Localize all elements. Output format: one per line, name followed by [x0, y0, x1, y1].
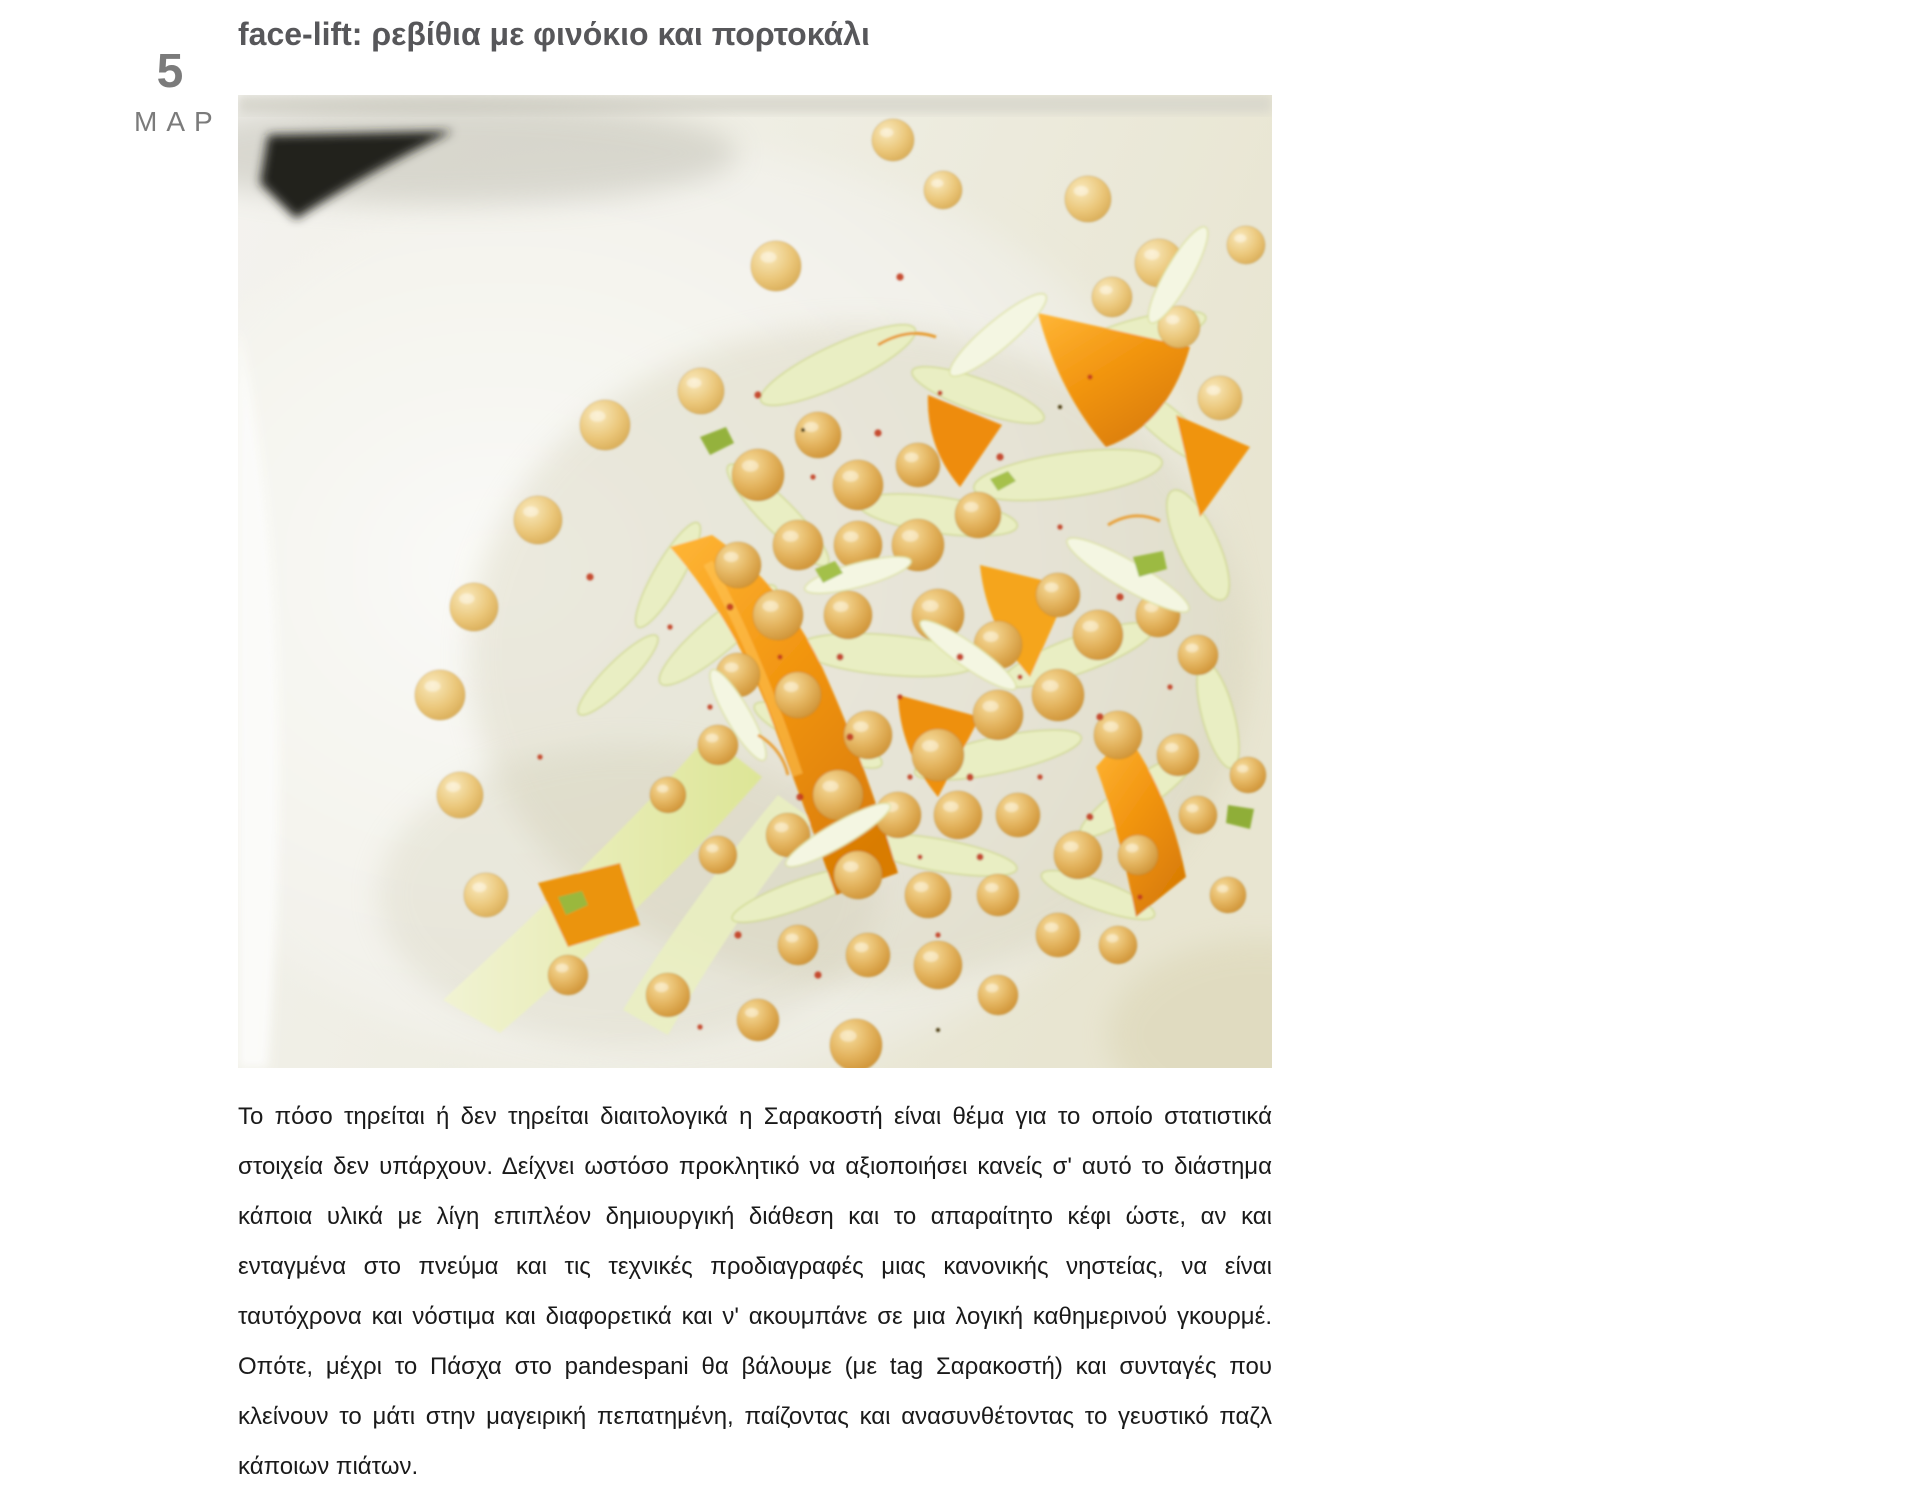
salad-photo-illustration: [238, 95, 1272, 1068]
post-date-badge: [125, 45, 222, 138]
post-date-day: 5: [156, 45, 184, 98]
post-title[interactable]: face-lift: ρεβίθια με φινόκιο και πορτοκάλι: [238, 16, 870, 52]
post-date-month: ΜΑΡ: [134, 106, 222, 137]
post-body: Το πόσο τηρείται ή δεν τηρείται διαιτολογικά η Σαρακοστή είναι θέμα για το οποίο στατιστικά στοιχεία δεν υπάρχουν. Δείχνει ωστόσο προκλητικό να αξιοποιήσει κανείς σ' αυτό το διάστημα κάποια υλικά με λίγη επιπλέον δημιουργική διάθεση και το απαραίτητο κέφι ώστε, αν και ενταγμένα στο πνεύμα και τις τεχνικές προδιαγραφές μιας κανονικής νηστείας, να είναι ταυτόχρονα και νόστιμα και διαφορετικά και ν' ακουμπάνε σε μια λογική καθημερινού γκουρμέ. Οπότε, μέχρι το Πάσχα στο pandespani θα βάλουμε (με tag Σαρακοστή) και συνταγές που κλείνουν το μάτι στην μαγειρική πεπατημένη, παίζοντας και ανασυνθέτοντας το γευστικό παζλ κάποιων πιάτων.: [238, 1103, 1272, 1480]
post-photo: [238, 95, 1272, 1068]
